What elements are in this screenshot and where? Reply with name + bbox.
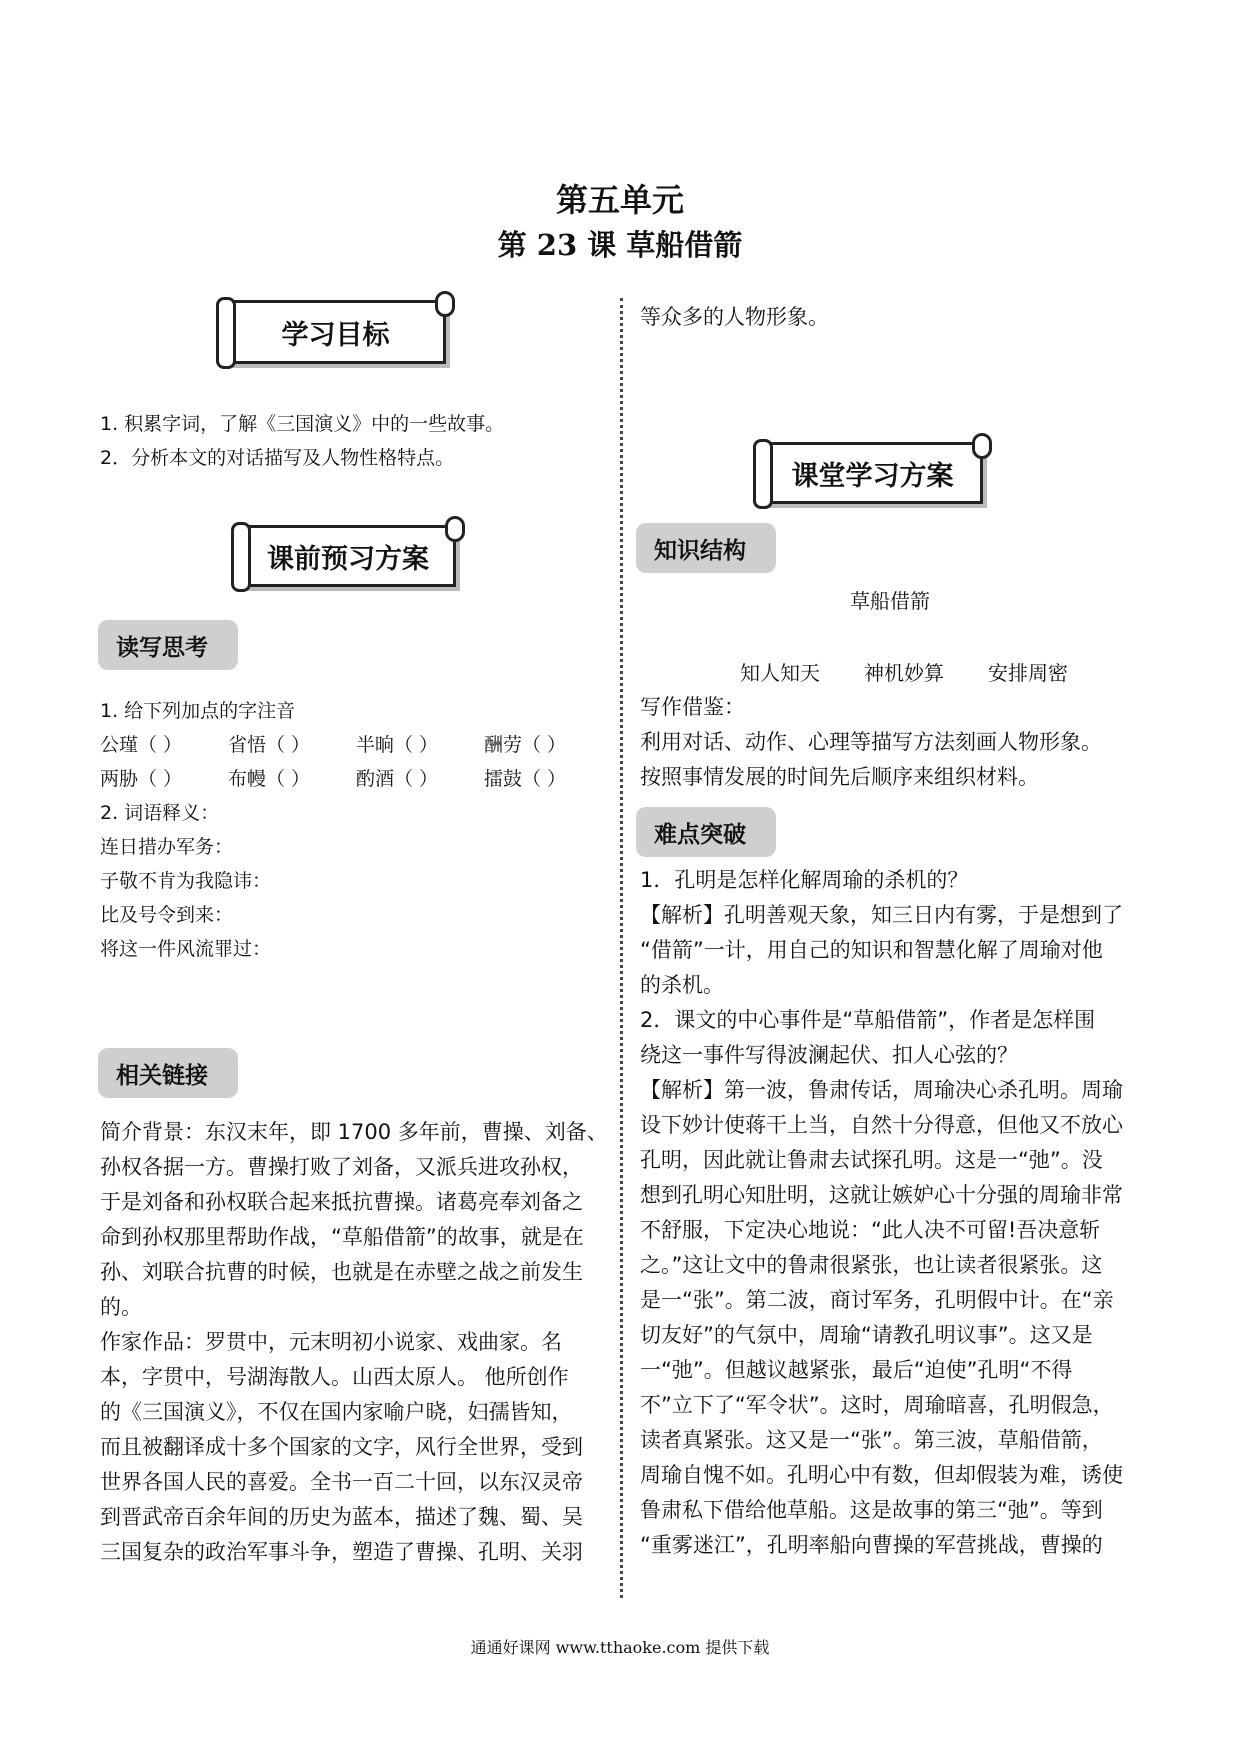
preview-banner [240,525,456,587]
pinyin-item: 公瑾（ ） [100,734,183,756]
text-line: 作家作品：罗贯中，元末明初小说家、戏曲家。名 [100,1330,562,1354]
text-line: 本，字贯中，号湖海散人。山西太原人。 他所创作 [100,1365,569,1389]
text-line: 切友好”的气氛中，周瑜“请教孔明议事”。这又是 [640,1323,1093,1347]
text-line: 世界各国人民的喜爱。全书一百二十回，以东汉灵帝 [100,1470,583,1494]
text-line: 不舒服，下定决心地说：“此人决不可留!吾决意斩 [640,1218,1101,1242]
goal-item: 1. 积累字词，了解《三国演义》中的一些故事。 [100,413,505,435]
scroll-curl-right [972,433,992,459]
scroll-curl-left [753,439,773,509]
pinyin-row [100,728,620,762]
phrase-item: 连日措办军务： [100,836,234,858]
writing-notes [640,690,1150,795]
lesson-title: 第 23 课 草船借箭 [497,228,743,262]
pinyin-item: 省悟（ ） [228,734,311,756]
pinyin-item: 半晌（ ） [356,734,439,756]
text-line: 之。”这让文中的鲁肃很紧张，也让读者很紧张。这 [640,1253,1103,1277]
text-line: 利用对话、动作、心理等描写方法刻画人物形象。 [640,730,1102,754]
text-line: “借箭”一计，用自己的知识和智慧化解了周瑜对他 [640,938,1103,962]
text-line: 按照事情发展的时间先后顺序来组织材料。 [640,765,1039,789]
text-line: 到晋武帝百余年间的历史为蓝本，描述了魏、蜀、吴 [100,1505,583,1529]
text-line: 的《三国演义》，不仅在国内家喻户晓，妇孺皆知， [100,1400,573,1424]
text-line: 写作借鉴： [640,695,745,719]
pinyin-item: 酬劳（ ） [484,734,567,756]
scroll-curl-left [216,297,236,369]
goals-banner-label: 学习目标 [281,319,390,351]
structure-traits [740,657,1140,686]
structure-tag: 知识结构 [636,523,776,573]
phrase-item: 子敬不肯为我隐讳： [100,870,272,892]
trait-item: 安排周密 [988,661,1068,685]
text-line: 想到孔明心知肚明，这就让嫉妒心十分强的周瑜非常 [640,1183,1123,1207]
text-line: 简介背景：东汉末年，即 1700 多年前，曹操、刘备、 [100,1120,608,1144]
text-line: 是一“张”。第二波，商讨军务，孔明假中计。在“亲 [640,1288,1114,1312]
text-line: 孙、刘联合抗曹的时候，也就是在赤壁之战之前发生 [100,1260,583,1284]
goals-list [100,407,600,475]
scroll-curl-right [435,291,455,317]
text-line: 【解析】第一波，鲁肃传话，周瑜决心杀孔明。周瑜 [640,1078,1123,1102]
text-line: 的。 [100,1295,142,1319]
continued-text: 等众多的人物形象。 [640,305,829,329]
preview-banner-label: 课前预习方案 [267,543,429,575]
difficulty-tag: 难点突破 [636,807,776,857]
goal-item: 2．分析本文的对话描写及人物性格特点。 [100,447,455,469]
readwrite-tag: 读写思考 [98,620,238,670]
question-2: 2. 词语释义： [100,802,220,824]
text-line: 而且被翻译成十多个国家的文字，风行全世界，受到 [100,1435,583,1459]
unit-title: 第五单元 [555,181,684,219]
text-line: 绕这一事件写得波澜起伏、扣人心弦的？ [640,1043,1018,1067]
text-line: 于是刘备和孙权联合起来抵抗曹操。诸葛亮奉刘备之 [100,1190,583,1214]
question-1: 1. 给下列加点的字注音 [100,700,296,722]
text-line: 三国复杂的政治军事斗争，塑造了曹操、孔明、关羽 [100,1540,583,1564]
text-line: 的杀机。 [640,973,724,997]
text-line: 1．孔明是怎样化解周瑜的杀机的？ [640,868,969,892]
trait-item: 知人知天 [740,661,820,685]
pinyin-item: 布幔（ ） [228,768,311,790]
class-banner-label: 课堂学习方案 [791,460,954,492]
scroll-curl-right [445,516,465,542]
text-line: 一“弛”。但越议越紧张，最后“迫使”孔明“不得 [640,1358,1073,1382]
analysis-text [640,863,1150,1563]
text-line: 不”立下了“军令状”。这时，周瑜暗喜，孔明假急， [640,1393,1114,1417]
scroll-curl-left [231,522,251,592]
class-banner [762,442,983,504]
text-line: “重雾迷江”，孔明率船向曹操的军营挑战，曹操的 [640,1533,1103,1557]
pinyin-row [100,762,620,796]
text-line: 【解析】孔明善观天象，知三日内有雾，于是想到了 [640,903,1123,927]
phrase-item: 将这一件风流罪过： [100,938,272,960]
text-line: 孙权各据一方。曹操打败了刘备，又派兵进攻孙权， [100,1155,583,1179]
phrase-item: 比及号令到来： [100,904,234,926]
trait-item: 神机妙算 [864,661,944,685]
background-text [100,1115,615,1570]
text-line: 读者真紧张。这又是一“张”。第三波，草船借箭， [640,1428,1103,1452]
page-footer: 通通好课网 www.tthaoke.com 提供下载 [470,1638,770,1657]
goals-banner [225,300,446,364]
structure-center: 草船借箭 [850,589,930,613]
pinyin-item: 擂鼓（ ） [484,768,567,790]
text-line: 2．课文的中心事件是“草船借箭”，作者是怎样围 [640,1008,1096,1032]
pinyin-exercise [100,694,620,966]
text-line: 设下妙计使蒋干上当，自然十分得意，但他又不放心 [640,1113,1123,1137]
text-line: 孔明，因此就让鲁肃去试探孔明。这是一“弛”。没 [640,1148,1103,1172]
text-line: 周瑜自愧不如。孔明心中有数，但却假装为难，诱使 [640,1463,1123,1487]
links-tag: 相关链接 [98,1048,238,1098]
text-line: 命到孙权那里帮助作战，“草船借箭”的故事，就是在 [100,1225,584,1249]
column-divider [620,298,623,1598]
text-line: 鲁肃私下借给他草船。这是故事的第三“弛”。等到 [640,1498,1103,1522]
pinyin-item: 两胁（ ） [100,768,183,790]
pinyin-item: 酌酒（ ） [356,768,439,790]
